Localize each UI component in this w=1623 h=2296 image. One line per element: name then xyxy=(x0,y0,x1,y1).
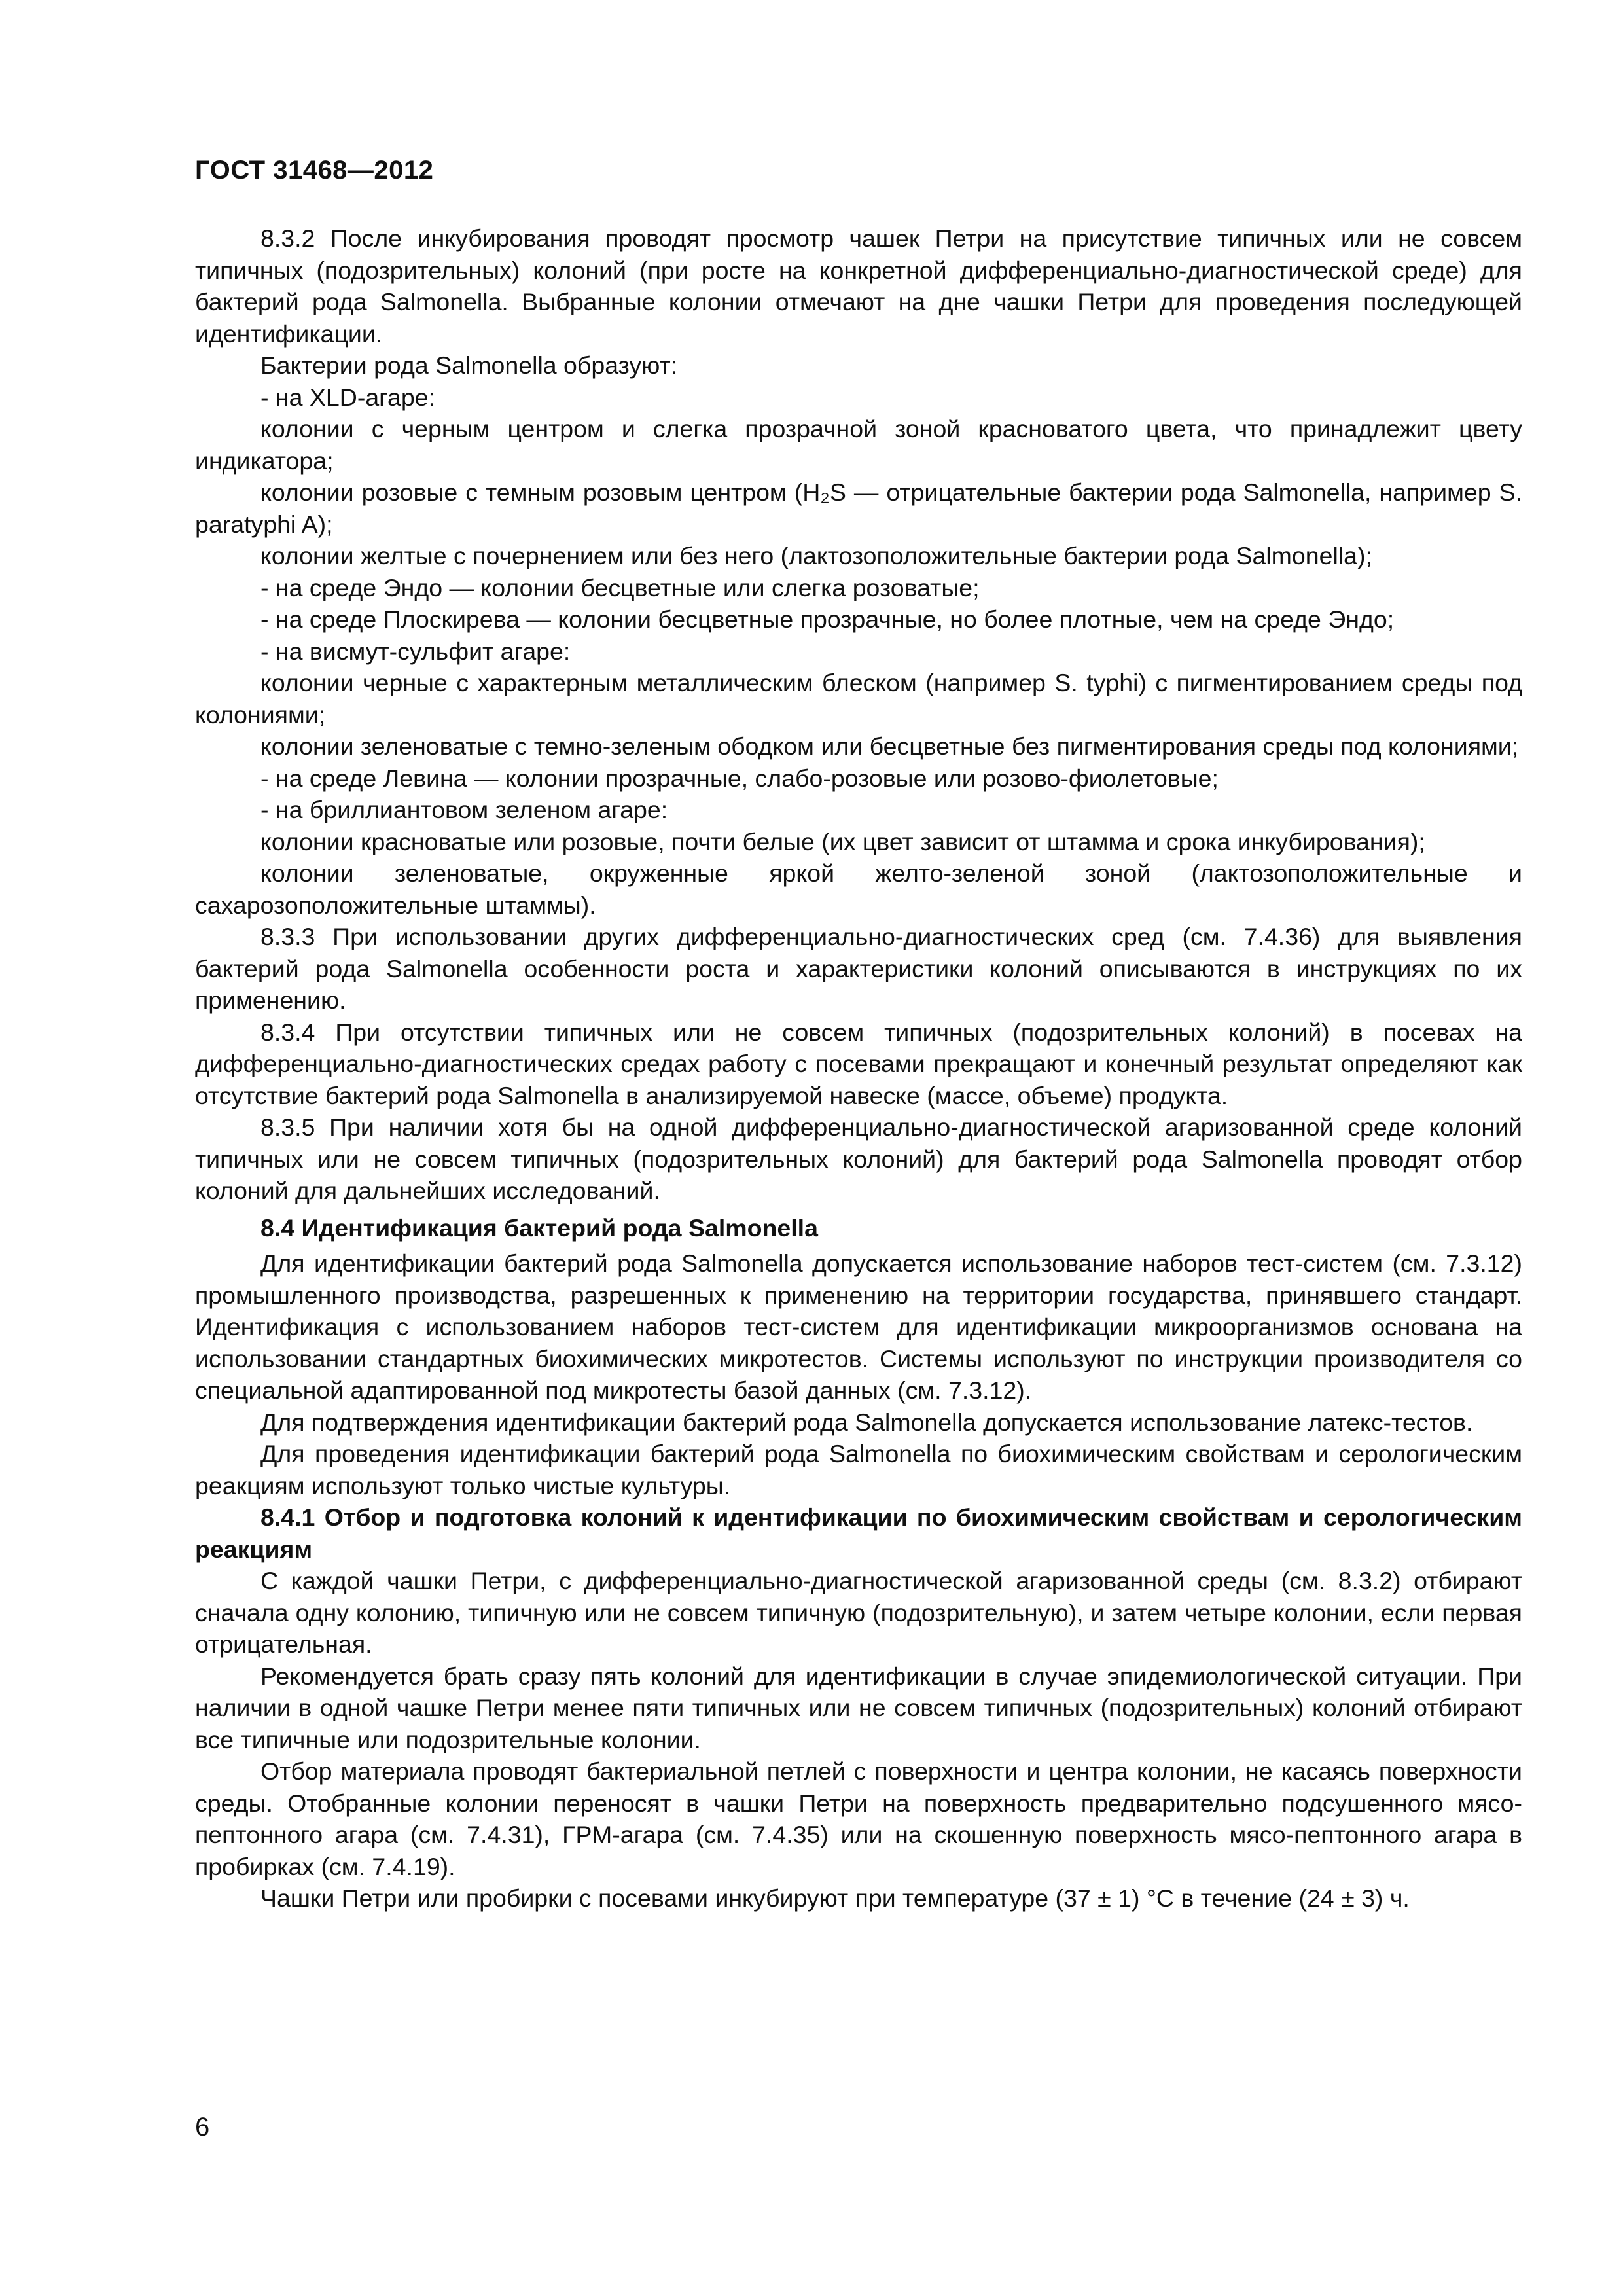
paragraph-8-3-3: 8.3.3 При использовании других дифференциально-диагностических сред (см. 7.4.36) для выявления бактерий рода Salmonella особенности роста и характеристики колоний описываются в инструкциях по их применению. xyxy=(195,923,1522,1014)
paragraph: Рекомендуется брать сразу пять колоний для идентификации в случае эпидемиологической ситуации. При наличии в одной чашке Петри менее пяти типичных или не совсем типичных (подозрительных) колоний отбирают все типичные или подозрительные колонии. xyxy=(195,1662,1522,1753)
list-item: - на среде Эндо — колонии бесцветные или слегка розоватые; xyxy=(260,573,980,601)
paragraph: колонии черные с характерным металлическим блеском (например S. typhi) с пигментированием среды под колониями; xyxy=(195,669,1522,728)
list-item: - на среде Плоскирева — колонии бесцветные прозрачные, но более плотные, чем на среде Эндо; xyxy=(260,605,1395,633)
paragraph: Бактерии рода Salmonella образуют: xyxy=(260,351,678,379)
paragraph: колонии зеленоватые с темно-зеленым ободком или бесцветные без пигментирования среды под колониями; xyxy=(260,732,1519,760)
paragraph: Чашки Петри или пробирки с посевами инкубируют при температуре (37 ± 1) °С в течение (24 ± 3) ч. xyxy=(260,1884,1410,1912)
paragraph: Отбор материала проводят бактериальной петлей с поверхности и центра колонии, не касаясь поверхности среды. Отобранные колонии переносят в чашки Петри на поверхность предварительно подсушенного мясо-пептонного агара (см. 7.4.31), ГРМ-агара (см. 7.4.35) или на скошенную поверхность мясо-пептонного агара в пробирках (см. 7.4.19). xyxy=(195,1757,1522,1880)
list-item: - на среде Левина — колонии прозрачные, слабо-розовые или розово-фиолетовые; xyxy=(260,764,1219,792)
paragraph: С каждой чашки Петри, с дифференциально-диагностической агаризованной среды (см. 8.3.2) отбирают сначала одну колонию, типичную или не совсем типичную (подозрительную), и затем четыре колонии, если первая отрицательная. xyxy=(195,1567,1522,1658)
paragraph: колонии желтые с почернением или без него (лактозоположительные бактерии рода Salmonella); xyxy=(260,542,1372,569)
document-id-header: ГОСТ 31468—2012 xyxy=(195,156,434,185)
paragraph: колонии розовые с темным розовым центром (H₂S — отрицательные бактерии рода Salmonella, например S. paratyphi A); xyxy=(195,478,1522,538)
list-item: - на XLD-агаре: xyxy=(260,383,436,411)
paragraph-8-3-4: 8.3.4 При отсутствии типичных или не совсем типичных (подозрительных колоний) в посевах на дифференциально-диагностических средах работу с посевами прекращают и конечный результат определяют как отсутствие бактерий рода Salmonella в анализируемой навеске (массе, объеме) продукта. xyxy=(195,1018,1522,1109)
list-item: - на висмут-сульфит агаре: xyxy=(260,637,571,665)
page-number: 6 xyxy=(195,2113,210,2142)
paragraph-8-3-2: 8.3.2 После инкубирования проводят просмотр чашек Петри на присутствие типичных или не совсем типичных (подозрительных) колоний (при росте на конкретной дифференциально-диагностической среде) для бактерий рода Salmonella. Выбранные колонии отмечают на дне чашки Петри для проведения последующей идентификации. xyxy=(195,224,1522,348)
section-heading-8-4-1: 8.4.1 Отбор и подготовка колоний к идентификации по биохимическим свойствам и серологическим реакциям xyxy=(195,1503,1522,1563)
paragraph: колонии красноватые или розовые, почти белые (их цвет зависит от штамма и срока инкубирования); xyxy=(260,827,1425,855)
paragraph: колонии с черным центром и слегка прозрачной зоной красноватого цвета, что принадлежит цвету индикатора; xyxy=(195,415,1522,475)
paragraph: Для подтверждения идентификации бактерий рода Salmonella допускается использование латекс-тестов. xyxy=(260,1408,1473,1436)
paragraph-8-3-5: 8.3.5 При наличии хотя бы на одной дифференциально-диагностической агаризованной среде колоний типичных или не совсем типичных (подозрительных колоний) для бактерий рода Salmonella проводят отбор колоний для дальнейших исследований. xyxy=(195,1113,1522,1204)
list-item: - на бриллиантовом зеленом агаре: xyxy=(260,796,668,823)
section-heading-8-4: 8.4 Идентификация бактерий рода Salmonella xyxy=(260,1213,818,1242)
paragraph: Для идентификации бактерий рода Salmonella допускается использование наборов тест-систем (см. 7.3.12) промышленного производства, разрешенных к применению на территории государства, принявшего стандарт. Идентификация с использованием наборов тест-систем для идентификации микроорганизмов основана на использовании стандартных биохимических микротестов. Системы используют по инструкции производителя со специальной адаптированной под микротесты базой данных (см. 7.3.12). xyxy=(195,1249,1522,1404)
paragraph: Для проведения идентификации бактерий рода Salmonella по биохимическим свойствам и серологическим реакциям используют только чистые культуры. xyxy=(195,1440,1522,1499)
paragraph: колонии зеленоватые, окруженные яркой желто-зеленой зоной (лактозоположительные и сахарозоположительные штаммы). xyxy=(195,859,1522,919)
document-body xyxy=(195,223,1522,1914)
